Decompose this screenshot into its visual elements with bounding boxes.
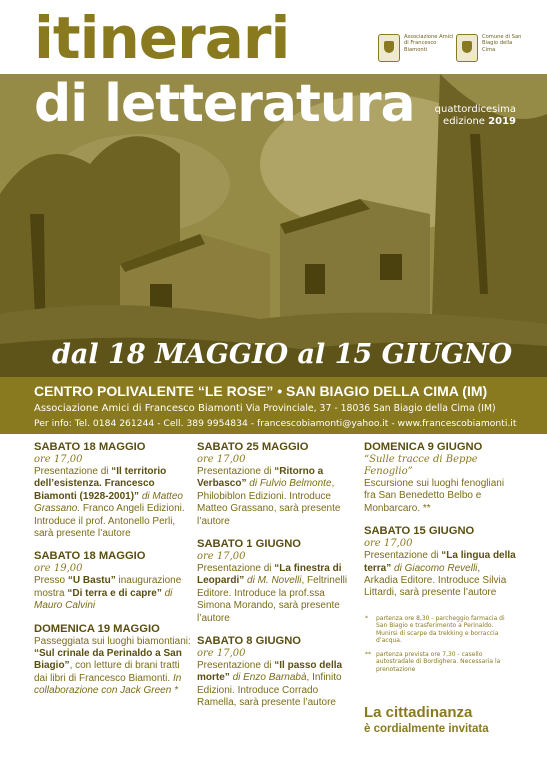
- event-item: [197, 440, 353, 528]
- event-day: DOMENICA 9 GIUGNO: [364, 441, 483, 453]
- event-item: [34, 549, 192, 612]
- author: di Matteo Grassano.: [34, 490, 183, 515]
- book-title: “La lingua della terra”: [364, 550, 516, 574]
- program-column-3: [364, 440, 516, 679]
- footnote: [365, 650, 516, 674]
- event-item: [34, 440, 192, 540]
- title-line-2: di letteratura: [34, 74, 415, 134]
- edition-year-line: [420, 116, 516, 128]
- logo-comune-text: Comune di San Biagio della Cima: [482, 34, 522, 53]
- desc-text: Presentazione di: [197, 563, 275, 575]
- footnote-mark: *: [365, 614, 368, 622]
- venue-name: “U Bastu”: [67, 575, 116, 587]
- event-day: SABATO 1 GIUGNO: [197, 538, 302, 551]
- book-title: “Il territorio dell’esistenza. Francesco Biamonti (1928-2001)”: [34, 466, 167, 502]
- desc-text: Franco Angeli Edizioni. Introduce il prof. Antonello Perli, sarà presente l’autore: [34, 503, 185, 540]
- event-description: [197, 563, 353, 625]
- collaboration: In collaborazione con Jack Green *: [34, 672, 182, 697]
- association-name: Associazione Amici di Francesco Biamonti: [34, 403, 243, 414]
- event-item: [34, 622, 192, 698]
- event-description: [34, 466, 192, 540]
- desc-text: , Philobiblon Edizioni. Introduce Matteo Grassano, sarà presente l’autore: [197, 478, 341, 527]
- author: di Fulvio Belmonte: [246, 478, 332, 490]
- address: Via Provinciale, 37 - 18036 San Biagio della Cima (IM): [245, 403, 496, 414]
- event-time: ore 17,00: [34, 454, 83, 465]
- desc-text: Passeggiata sui luoghi biamontiani:: [34, 635, 191, 647]
- event-item: [364, 524, 516, 600]
- event-item: [364, 440, 516, 515]
- invitation-line-1: La cittadinanza: [364, 704, 473, 721]
- invitation: [364, 704, 524, 736]
- event-day: DOMENICA 19 MAGGIO: [34, 622, 160, 635]
- author: di M. Novelli: [244, 575, 302, 587]
- logo-association-text: Associazione Amici di Francesco Biamonti: [404, 34, 454, 53]
- contact-info: Per info: Tel. 0184 261244 - Cell. 389 9954834 - francescobiamonti@yahoo.it - www.francescobiamonti.it: [34, 418, 517, 429]
- event-description: [364, 478, 516, 515]
- comune-crest-icon: [456, 34, 478, 62]
- desc-text: , Feltrinelli Editore. Introduce la prof.ssa Simona Morando, sarà presente l’autore: [197, 575, 348, 624]
- footnote-mark: **: [365, 650, 371, 658]
- venue: CENTRO POLIVALENTE “LE ROSE” • SAN BIAGIO DELLA CIMA (IM): [34, 383, 488, 399]
- desc-text: Presentazione di: [197, 466, 275, 477]
- event-dates: dal 18 MAGGIO al 15 GIUGNO: [52, 339, 513, 370]
- event-description: [197, 660, 353, 710]
- exhibit-title: “Di terra e di capre”: [67, 587, 162, 599]
- book-title: “La finestra di Leopardi”: [197, 563, 342, 587]
- edition-label: [420, 104, 516, 128]
- walk-title: “Sul crinale da Perinaldo a San Biagio”: [34, 648, 182, 672]
- program-column-2: [197, 440, 353, 719]
- footnote-text: partenza prevista ore 7,30 - casello autostradale di Bordighera. Necessaria la prenotazione: [376, 650, 501, 673]
- event-time: ore 17,00: [197, 648, 246, 660]
- event-time: ore 17,00: [197, 551, 246, 563]
- association-crest-icon: [378, 34, 400, 62]
- association-address: [34, 403, 496, 415]
- author: di Enzo Barnabà: [229, 672, 307, 684]
- footnote: [365, 614, 516, 645]
- edition-word: edizione: [443, 116, 485, 127]
- event-day: SABATO 18 MAGGIO: [34, 441, 146, 453]
- desc-text: Presso: [34, 575, 68, 587]
- logo-comune: [456, 34, 522, 62]
- logo-association: [378, 34, 456, 62]
- footnote-text: partenza ore 8,30 - parcheggio farmacia di San Biagio e trasferimento a Perinaldo. Munirsi di scarpe da trekking e borraccia d’acqua.: [376, 614, 505, 645]
- desc-text: inaugurazione mostra: [34, 575, 182, 599]
- event-item: [197, 537, 353, 625]
- event-description: [197, 466, 353, 528]
- author: di Giacomo Revelli: [391, 562, 478, 574]
- desc-text: Presentazione di: [34, 466, 112, 477]
- event-time: ore 17,00: [364, 538, 413, 550]
- book-title: “Il passo della morte”: [197, 660, 343, 684]
- author: di Mauro Calvini: [34, 587, 173, 612]
- event-day: SABATO 25 MAGGIO: [197, 441, 309, 453]
- program-column-1: [34, 440, 192, 707]
- book-title: “Ritorno a Verbasco”: [197, 466, 324, 490]
- event-description: [34, 575, 192, 612]
- event-day: SABATO 15 GIUGNO: [364, 525, 475, 538]
- event-subtitle: “Sulle tracce di Beppe Fenoglio”: [364, 454, 478, 477]
- event-item: [197, 634, 353, 710]
- event-time: ore 17,00: [197, 454, 246, 465]
- edition-ordinal: quattordicesima: [434, 104, 516, 115]
- event-day: SABATO 8 GIUGNO: [197, 635, 302, 648]
- event-day: SABATO 18 MAGGIO: [34, 550, 146, 563]
- event-time: ore 19,00: [34, 563, 83, 575]
- event-description: [34, 636, 192, 698]
- title-line-1: itinerari: [34, 4, 290, 72]
- desc-text: Presentazione di: [197, 660, 275, 672]
- desc-text: Presentazione di: [364, 550, 442, 562]
- invitation-line-2: è cordialmente invitata: [364, 723, 489, 735]
- event-description: [364, 550, 516, 600]
- desc-text: Escursione sui luoghi fenogliani fra San Benedetto Belbo e Monbarcaro. **: [364, 478, 505, 514]
- edition-year: 2019: [488, 116, 516, 127]
- desc-text: , con letture di brani tratti dai libri di Francesco Biamonti.: [34, 660, 180, 684]
- desc-text: , Infinito Edizioni. Introduce Corrado Ramella, sarà presente l’autore: [197, 672, 342, 709]
- desc-text: , Arkadia Editore. Introduce Silvia Littardi, sarà presente l’autore: [364, 562, 507, 599]
